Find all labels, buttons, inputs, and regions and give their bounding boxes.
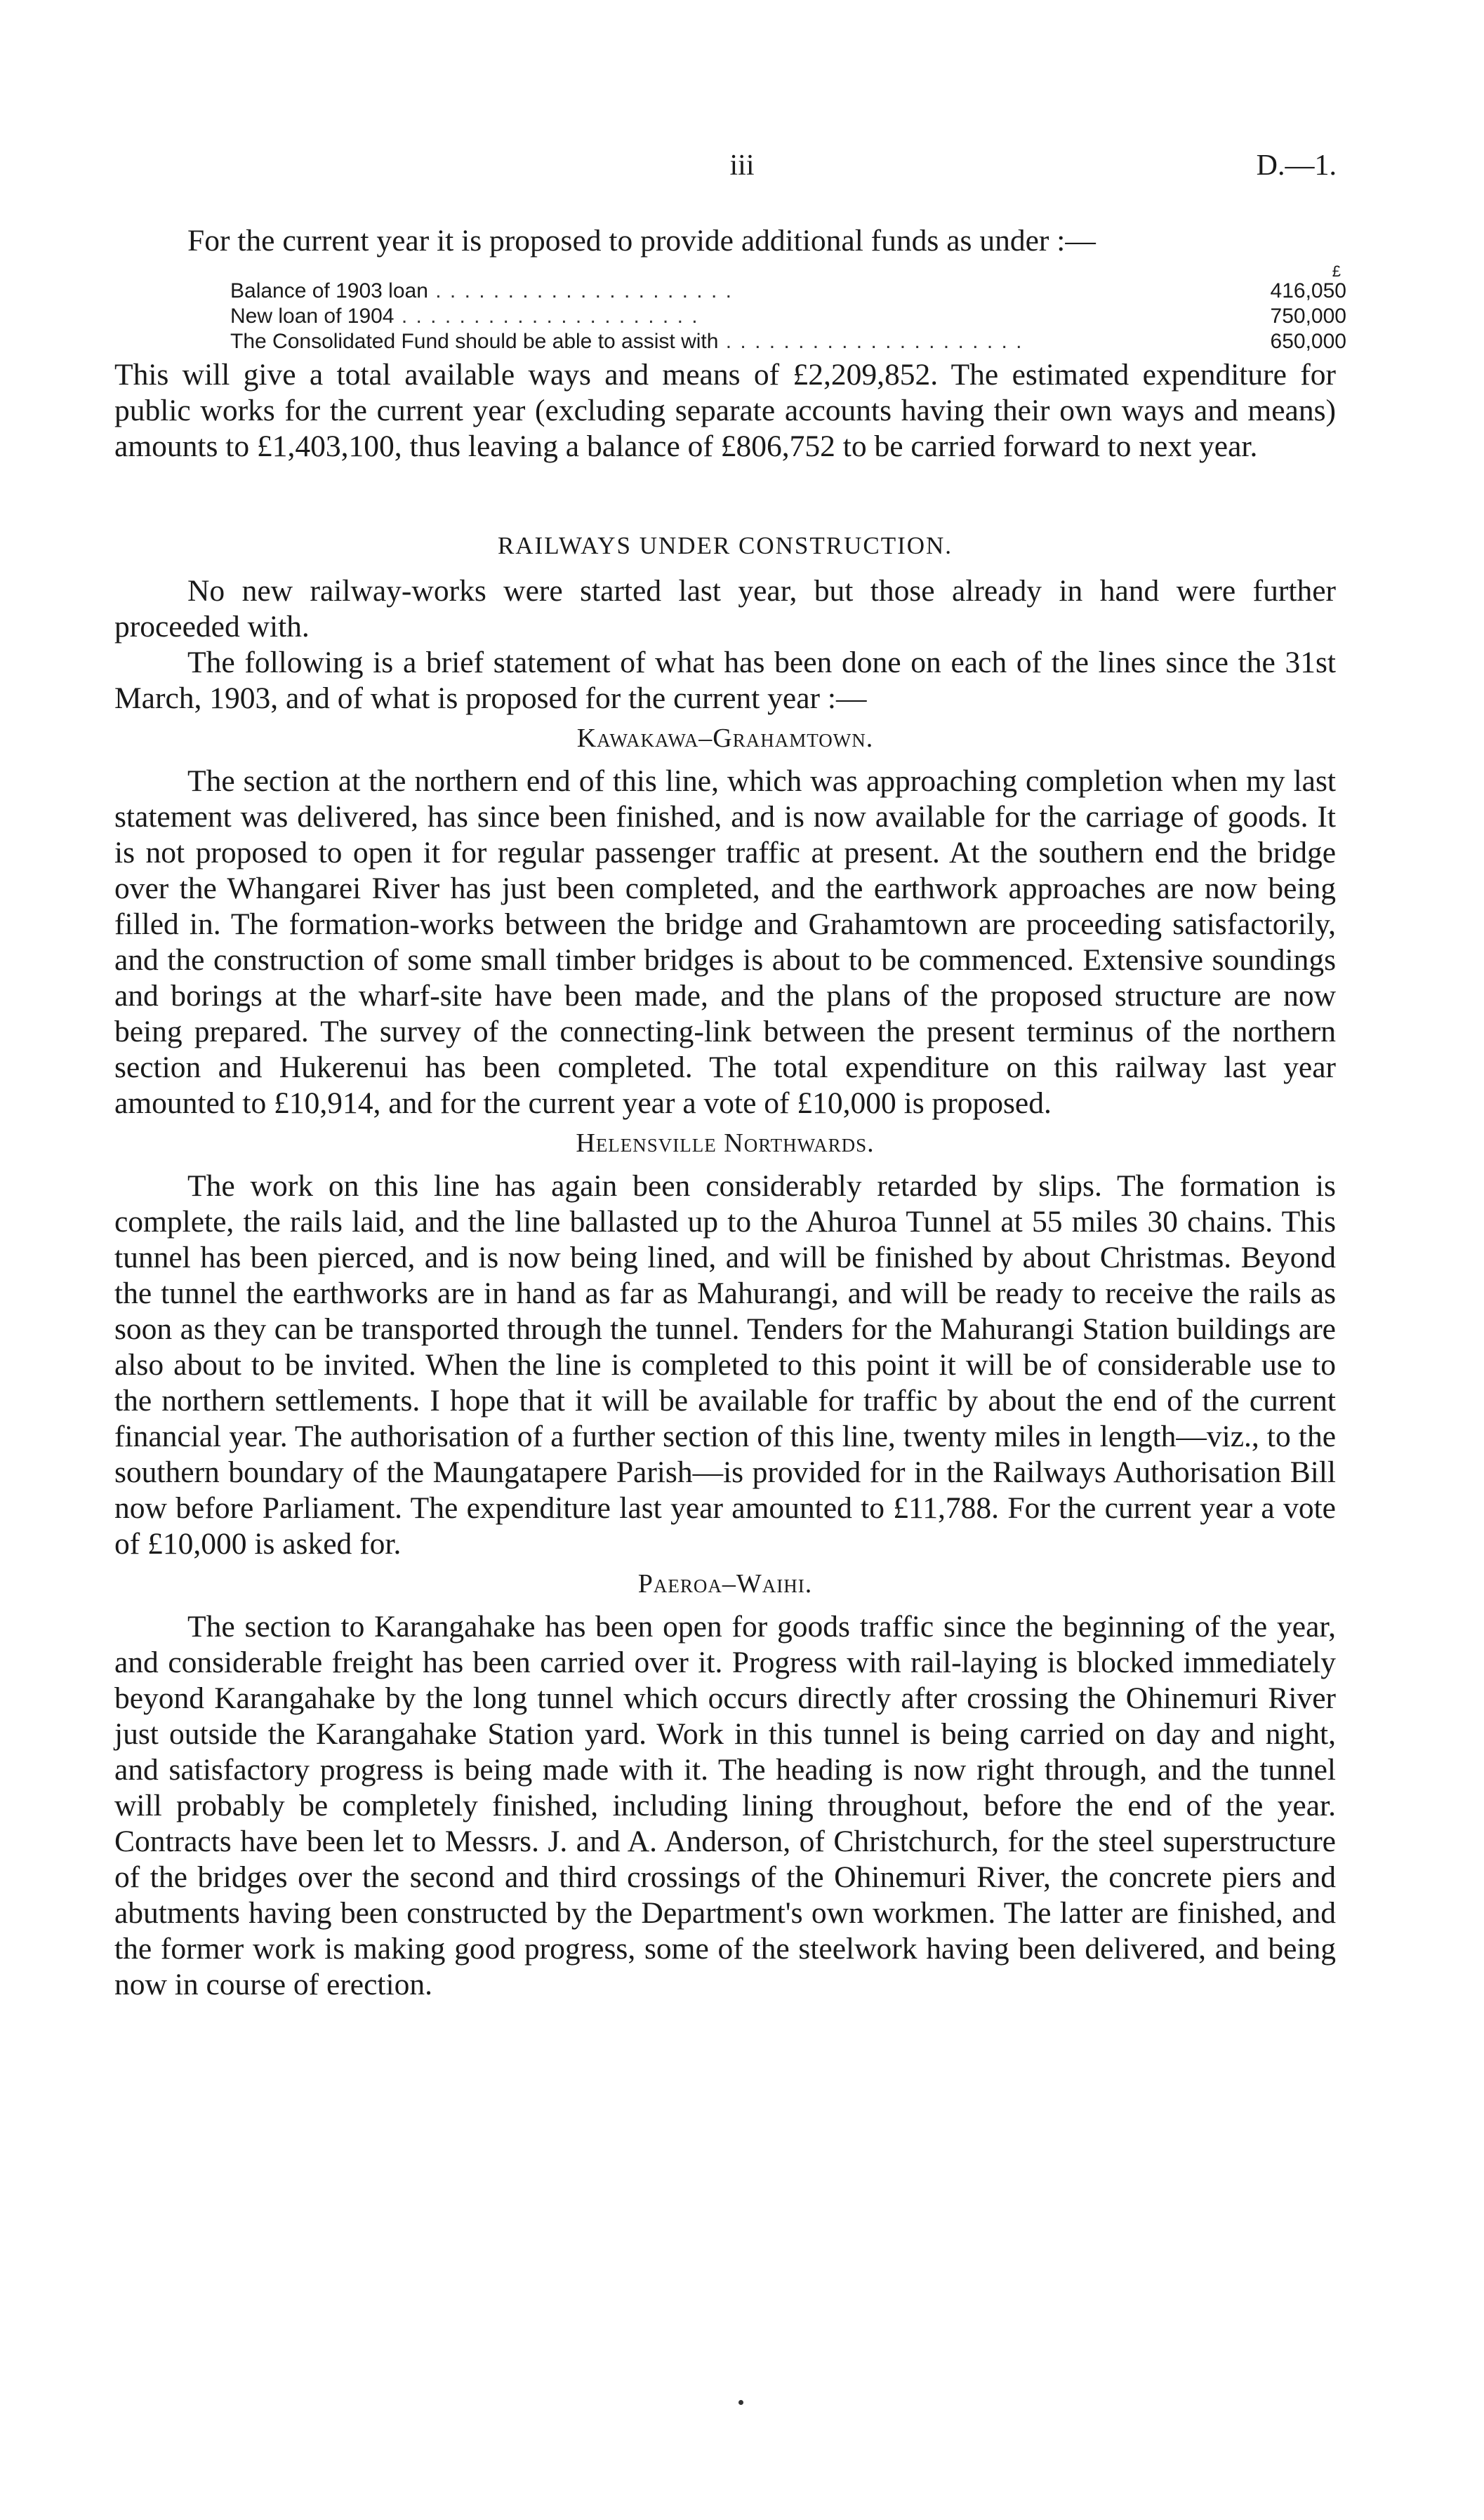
intro-paragraph: For the current year it is proposed to provide additional funds as under :— bbox=[187, 224, 1096, 258]
document-reference: D.—1. bbox=[1256, 149, 1337, 182]
funds-table bbox=[114, 262, 1346, 354]
page-body bbox=[114, 223, 1346, 2003]
subsection-paragraph: The section to Karangahake has been open for goods traffic since the beginning of the year, and considerable freight has been carried over it. Progress with rail-laying is blocked immediately beyond Karangahake by the long tunnel which occurs directly after crossing the Ohinemuri River just outside the Karangahake Station yard. Work in this tunnel is being carried on day and night, and satisfactory progress is being made with it. The heading is now right through, and the tunnel will probably be completely finished, including lining throughout, before the end of the year. Contracts have been let to Messrs. J. and A. Anderson, of Christchurch, for the steel superstructure of the bridges over the second and third crossings of the Ohinemuri River, the concrete piers and abutments having been constructed by the Department's own workmen. The latter are finished, and the former work is making good progress, some of the steelwork having been delivered, and being now in course of erection. bbox=[114, 1610, 1336, 2001]
funds-row-value: 650,000 bbox=[1270, 330, 1346, 353]
funds-row-label: Balance of 1903 loan . . . bbox=[230, 279, 1245, 304]
section-heading: RAILWAYS UNDER CONSTRUCTION. bbox=[497, 532, 953, 559]
funds-row-value: 750,000 bbox=[1270, 305, 1346, 328]
railways-paragraph: The following is a brief statement of what has been done on each of the lines since the 31st March, 1903, and of what is proposed for the current year :— bbox=[114, 646, 1336, 715]
subsection-title: Helensville Northwards. bbox=[576, 1128, 875, 1158]
funds-row bbox=[230, 329, 1346, 354]
subsection-title: Paeroa–Waihi. bbox=[637, 1569, 813, 1599]
ways-and-means-paragraph: This will give a total available ways and means of £2,209,852. The estimated expenditure for public works for the current year (excluding separate accounts having their own ways and means) amounts to £1,403,100, thus leaving a balance of £806,752 to be carried forward to next year. bbox=[114, 358, 1336, 463]
currency-unit: £ bbox=[1332, 262, 1341, 280]
subsection-title: Kawakawa–Grahamtown. bbox=[576, 724, 874, 753]
subsection-paragraph: The section at the northern end of this line, which was approaching completion when my last statement was delivered, has since been finished, and is now available for the carriage of goods. It is not proposed to open it for regular passenger traffic at present. At the southern end the bridge over the Whangarei River has just been completed, and the earthwork approaches are now being filled in. The formation-works between the bridge and Grahamtown are proceeding satisfactorily, and the construction of some small timber bridges is about to be commenced. Extensive soundings and borings at the wharf-site have been made, and the plans of the proposed structure are now being prepared. The survey of the connecting-link between the present terminus of the northern section and Hukerenui has been completed. The total expenditure on this railway last year amounted to £10,914, and for the current year a vote of £10,000 is proposed. bbox=[114, 764, 1336, 1120]
page-dot-mark bbox=[738, 2400, 743, 2405]
funds-row-label: New loan of 1904 . . . bbox=[230, 304, 1245, 329]
subsection-paragraph: The work on this line has again been considerably retarded by slips. The formation is complete, the rails laid, and the line ballasted up to the Ahuroa Tunnel at 55 miles 30 chains. This tunnel has been pierced, and is now being lined, and will be finished by about Christmas. Beyond the tunnel the earthworks are in hand as far as Mahurangi, and will be ready to receive the rails as soon as they can be transported through the tunnel. Tenders for the Mahurangi Station buildings are also about to be invited. When the line is completed to this point it will be of considerable use to the northern settlements. I hope that it will be available for traffic by about the end of the current financial year. The authorisation of a further section of this line, twenty miles in length—viz., to the southern boundary of the Maungatapere Parish—is provided for in the Railways Authorisation Bill now before Parliament. The expenditure last year amounted to £11,788. For the current year a vote of £10,000 is asked for. bbox=[114, 1169, 1336, 1561]
railways-paragraph: No new railway-works were started last year, but those already in hand were further proceeded with. bbox=[114, 574, 1336, 644]
funds-row bbox=[230, 279, 1346, 304]
funds-row-value: 416,050 bbox=[1270, 279, 1346, 302]
funds-row-label: The Consolidated Fund should be able to assist with . . . bbox=[230, 329, 1245, 354]
funds-row bbox=[230, 304, 1346, 329]
page-number: iii bbox=[729, 149, 755, 182]
